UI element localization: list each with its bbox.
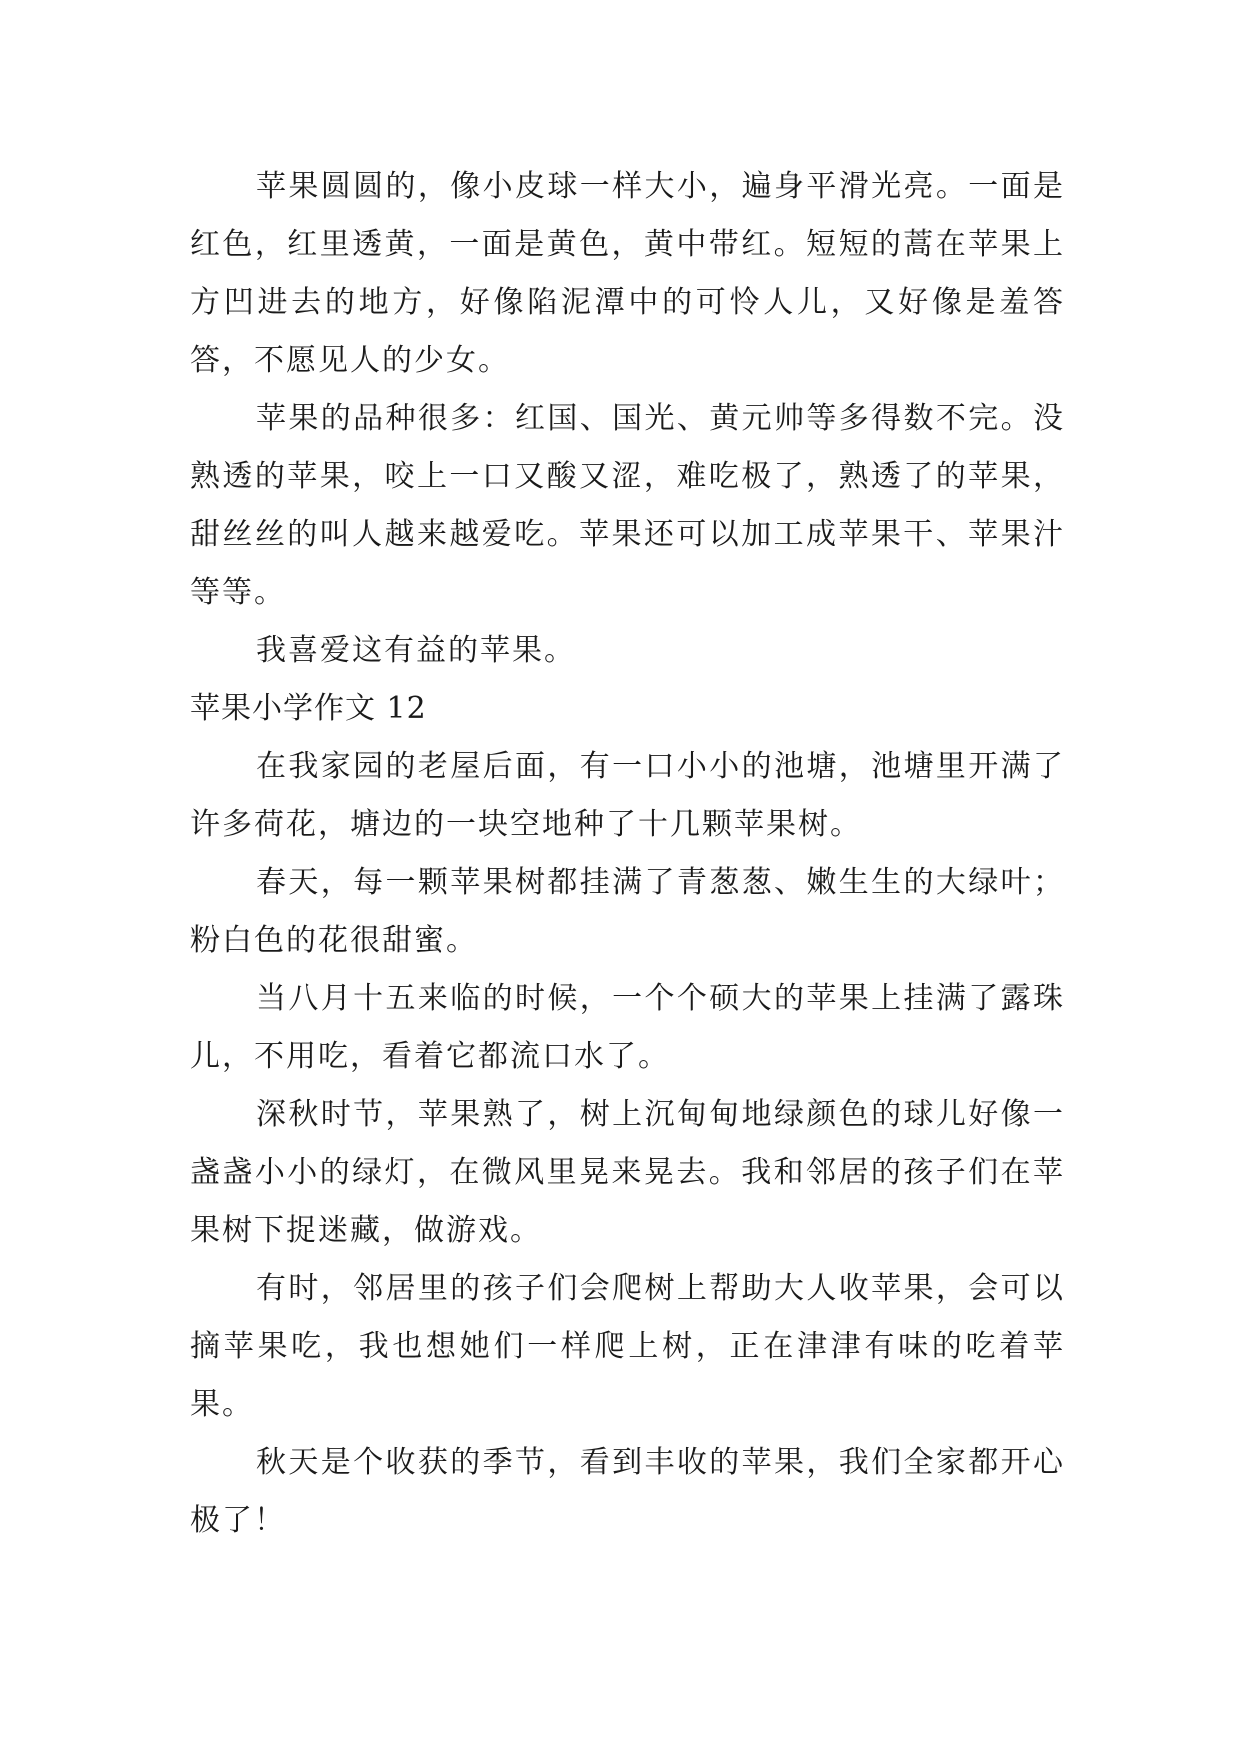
paragraph: 深秋时节，苹果熟了，树上沉甸甸地绿颜色的球儿好像一盏盏小小的绿灯，在微风里晃来晃去。我和邻居的孩子们在苹果树下捉迷藏，做游戏。 (190, 1097, 1065, 1248)
section-title: 苹果小学作文 12 (190, 691, 427, 726)
paragraph: 我喜爱这有益的苹果。 (256, 633, 576, 668)
paragraph: 春天，每一颗苹果树都挂满了青葱葱、嫩生生的大绿叶；粉白色的花很甜蜜。 (190, 865, 1065, 958)
paragraph: 秋天是个收获的季节，看到丰收的苹果，我们全家都开心极了！ (190, 1445, 1065, 1538)
paragraph: 苹果圆圆的，像小皮球一样大小，遍身平滑光亮。一面是红色，红里透黄，一面是黄色，黄中带红。短短的蒿在苹果上方凹进去的地方，好像陷泥潭中的可怜人儿，又好像是羞答答，不愿见人的少女。 (190, 169, 1065, 378)
paragraph: 当八月十五来临的时候，一个个硕大的苹果上挂满了露珠儿，不用吃，看着它都流口水了。 (190, 981, 1065, 1074)
paragraph: 有时，邻居里的孩子们会爬树上帮助大人收苹果，会可以摘苹果吃，我也想她们一样爬上树，正在津津有味的吃着苹果。 (190, 1271, 1065, 1422)
paragraph: 在我家园的老屋后面，有一口小小的池塘，池塘里开满了许多荷花，塘边的一块空地种了十几颗苹果树。 (190, 749, 1065, 842)
paragraph: 苹果的品种很多：红国、国光、黄元帅等多得数不完。没熟透的苹果，咬上一口又酸又涩，难吃极了，熟透了的苹果，甜丝丝的叫人越来越爱吃。苹果还可以加工成苹果干、苹果汁等等。 (190, 401, 1065, 610)
document-body (190, 158, 1065, 1550)
